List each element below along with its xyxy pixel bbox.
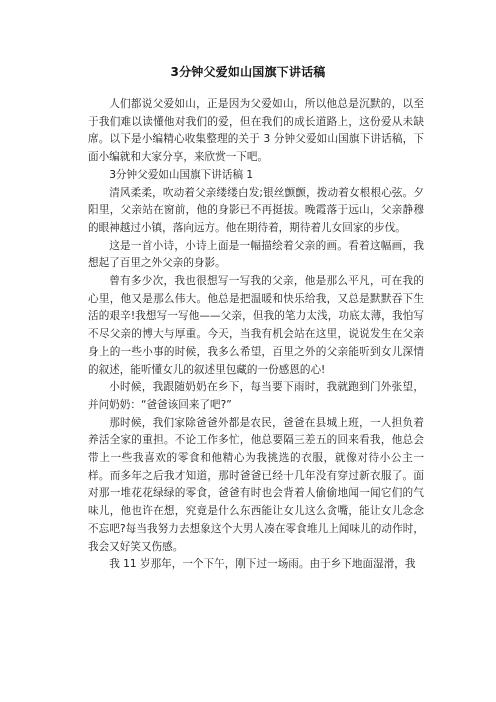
section-heading: 3分钟父爱如山国旗下讲话稿 1	[109, 168, 254, 181]
paragraph-age-eleven: 我 11 岁那年，一个下午，刚下过一场雨。由于乡下地面湿滑，我	[109, 558, 416, 571]
paragraph-father-memory: 曾有多少次，我也很想写一写我的父亲，他是那么平凡，可在我的心里，他又是那么伟大。他总是把温暖和快乐给我，又总是默默吞下生活的艰辛!我想写一写他——父亲，但我的笔力太浅，功底太薄，我怕写不尽父亲的博大与厚重。今天，当我有机会站在这里，说说发生在父亲身上的一些小事的时候，我多么希望，百里之外的父亲能听到女儿深情的叙述，能听懂女儿的叙述里包藏的一份感恩的心!	[88, 275, 424, 376]
paragraph-childhood: 小时候，我跟随奶奶在乡下，每当要下雨时，我就跑到门外张望，并问奶奶：“爸爸该回来了吧?”	[88, 381, 424, 411]
paragraph-family: 那时候，我们家除爸爸外都是农民，爸爸在县城上班，一人担负着养活全家的重担。不论工作多忙，他总要隔三差五的回来看我，他总会带上一些我喜欢的零食和他精心为我挑选的衣服，就像对待小公主一样。而多年之后我才知道，那时爸爸已经十几年没有穿过新衣服了。面对那一堆花花绿绿的零食，爸爸有时也会背着人偷偷地闻一闻它们的气味儿，他也许在想，究竟是什么东西能让女儿这么贪嘴，能让女儿念念不忘吧?每当我努力去想象这个大男人凑在零食堆儿上闻味儿的动作时，我会又好笑又伤感。	[88, 416, 424, 553]
paragraph-painting: 这是一首小诗，小诗上面是一幅描绘着父亲的画。看着这幅画，我想起了百里之外父亲的身影。	[88, 239, 424, 270]
paragraph-intro: 人们都说父爱如山，正是因为父爱如山，所以他总是沉默的，以至于我们难以读懂他对我们的爱，但在我们的成长道路上，这份爱从未缺席。以下是小编精心收集整理的关于 3 分钟父爱如山国旗下讲话稿，下面小编就和大家分享，来欣赏一下吧。	[88, 98, 424, 164]
document-body	[88, 96, 424, 574]
paragraph-poem: 清风柔柔，吹动着父亲缕缕白发;银丝颤颤，拨动着女根根心弦。夕阳里，父亲站在窗前，他的身影已不再挺拔。晚霞落于远山，父亲静穆的眼神越过小镇，落向远方。他在期待着，期待着儿女回家的步伐。	[88, 186, 424, 234]
document-title: 3分钟父爱如山国旗下讲话稿	[170, 65, 326, 79]
